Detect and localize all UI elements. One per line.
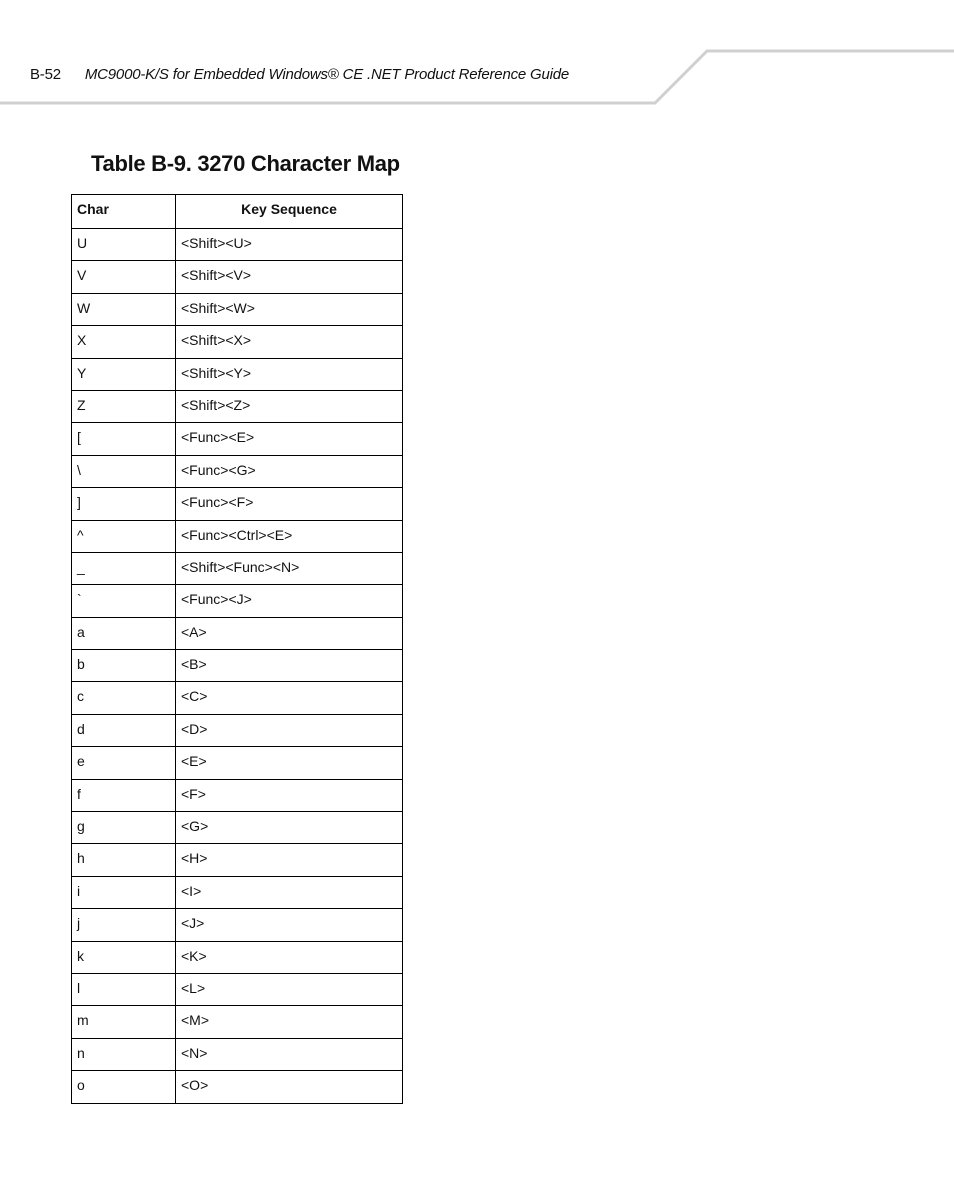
- table-row: [72, 1071, 403, 1103]
- char-cell: V: [72, 261, 176, 293]
- char-cell: n: [72, 1038, 176, 1070]
- key-sequence-cell: <F>: [176, 779, 403, 811]
- key-sequence-cell: <Func><G>: [176, 455, 403, 487]
- table-row: [72, 488, 403, 520]
- key-sequence-cell: <O>: [176, 1071, 403, 1103]
- char-cell: k: [72, 941, 176, 973]
- char-cell: a: [72, 617, 176, 649]
- char-cell: ]: [72, 488, 176, 520]
- key-sequence-cell: <Func><F>: [176, 488, 403, 520]
- table-row: [72, 650, 403, 682]
- char-cell: e: [72, 747, 176, 779]
- char-cell: d: [72, 714, 176, 746]
- key-sequence-cell: <Shift><Y>: [176, 358, 403, 390]
- key-sequence-cell: <Shift><Func><N>: [176, 552, 403, 584]
- table-row: [72, 876, 403, 908]
- char-cell: g: [72, 812, 176, 844]
- table-body: [72, 229, 403, 1104]
- table-row: [72, 455, 403, 487]
- key-sequence-cell: <J>: [176, 909, 403, 941]
- table-row: [72, 390, 403, 422]
- table-row: [72, 423, 403, 455]
- key-sequence-cell: <M>: [176, 1006, 403, 1038]
- table-header-row: [72, 195, 403, 229]
- table-row: [72, 973, 403, 1005]
- char-cell: i: [72, 876, 176, 908]
- char-cell: c: [72, 682, 176, 714]
- header-rule: [0, 0, 954, 110]
- table-row: [72, 714, 403, 746]
- char-cell: o: [72, 1071, 176, 1103]
- table-row: [72, 326, 403, 358]
- key-sequence-cell: <B>: [176, 650, 403, 682]
- key-sequence-cell: <Shift><V>: [176, 261, 403, 293]
- table-row: [72, 779, 403, 811]
- guide-title: MC9000-K/S for Embedded Windows® CE .NET Product Reference Guide: [84, 66, 570, 83]
- table-row: [72, 1006, 403, 1038]
- char-cell: _: [72, 552, 176, 584]
- table-row: [72, 617, 403, 649]
- table-row: [72, 261, 403, 293]
- char-cell: U: [72, 229, 176, 261]
- key-sequence-cell: <Shift><Z>: [176, 390, 403, 422]
- character-map-table: [71, 194, 403, 1104]
- table-row: [72, 682, 403, 714]
- key-sequence-cell: <Shift><X>: [176, 326, 403, 358]
- char-cell: Z: [72, 390, 176, 422]
- char-cell: ^: [72, 520, 176, 552]
- char-cell: l: [72, 973, 176, 1005]
- key-sequence-cell: <E>: [176, 747, 403, 779]
- column-header-key-sequence: Key Sequence: [176, 195, 403, 229]
- table-row: [72, 747, 403, 779]
- char-cell: j: [72, 909, 176, 941]
- char-cell: m: [72, 1006, 176, 1038]
- key-sequence-cell: <Func><Ctrl><E>: [176, 520, 403, 552]
- key-sequence-cell: <Shift><W>: [176, 293, 403, 325]
- page-number: B-52: [30, 66, 61, 83]
- char-cell: h: [72, 844, 176, 876]
- key-sequence-cell: <C>: [176, 682, 403, 714]
- char-cell: W: [72, 293, 176, 325]
- key-sequence-cell: <I>: [176, 876, 403, 908]
- char-cell: f: [72, 779, 176, 811]
- key-sequence-cell: <D>: [176, 714, 403, 746]
- table-row: [72, 585, 403, 617]
- key-sequence-cell: <Shift><U>: [176, 229, 403, 261]
- table-row: [72, 520, 403, 552]
- char-cell: b: [72, 650, 176, 682]
- key-sequence-cell: <L>: [176, 973, 403, 1005]
- table-row: [72, 909, 403, 941]
- key-sequence-cell: <A>: [176, 617, 403, 649]
- table-row: [72, 358, 403, 390]
- table-row: [72, 941, 403, 973]
- char-cell: X: [72, 326, 176, 358]
- table-row: [72, 293, 403, 325]
- key-sequence-cell: <N>: [176, 1038, 403, 1070]
- char-cell: `: [72, 585, 176, 617]
- table-row: [72, 812, 403, 844]
- table-row: [72, 229, 403, 261]
- key-sequence-cell: <K>: [176, 941, 403, 973]
- key-sequence-cell: <Func><J>: [176, 585, 403, 617]
- running-header: [30, 66, 569, 83]
- char-cell: Y: [72, 358, 176, 390]
- column-header-char: Char: [72, 195, 176, 229]
- table-row: [72, 844, 403, 876]
- char-cell: \: [72, 455, 176, 487]
- key-sequence-cell: <H>: [176, 844, 403, 876]
- table-row: [72, 552, 403, 584]
- key-sequence-cell: <G>: [176, 812, 403, 844]
- char-cell: [: [72, 423, 176, 455]
- key-sequence-cell: <Func><E>: [176, 423, 403, 455]
- table-title: Table B-9. 3270 Character Map: [91, 151, 400, 176]
- table-row: [72, 1038, 403, 1070]
